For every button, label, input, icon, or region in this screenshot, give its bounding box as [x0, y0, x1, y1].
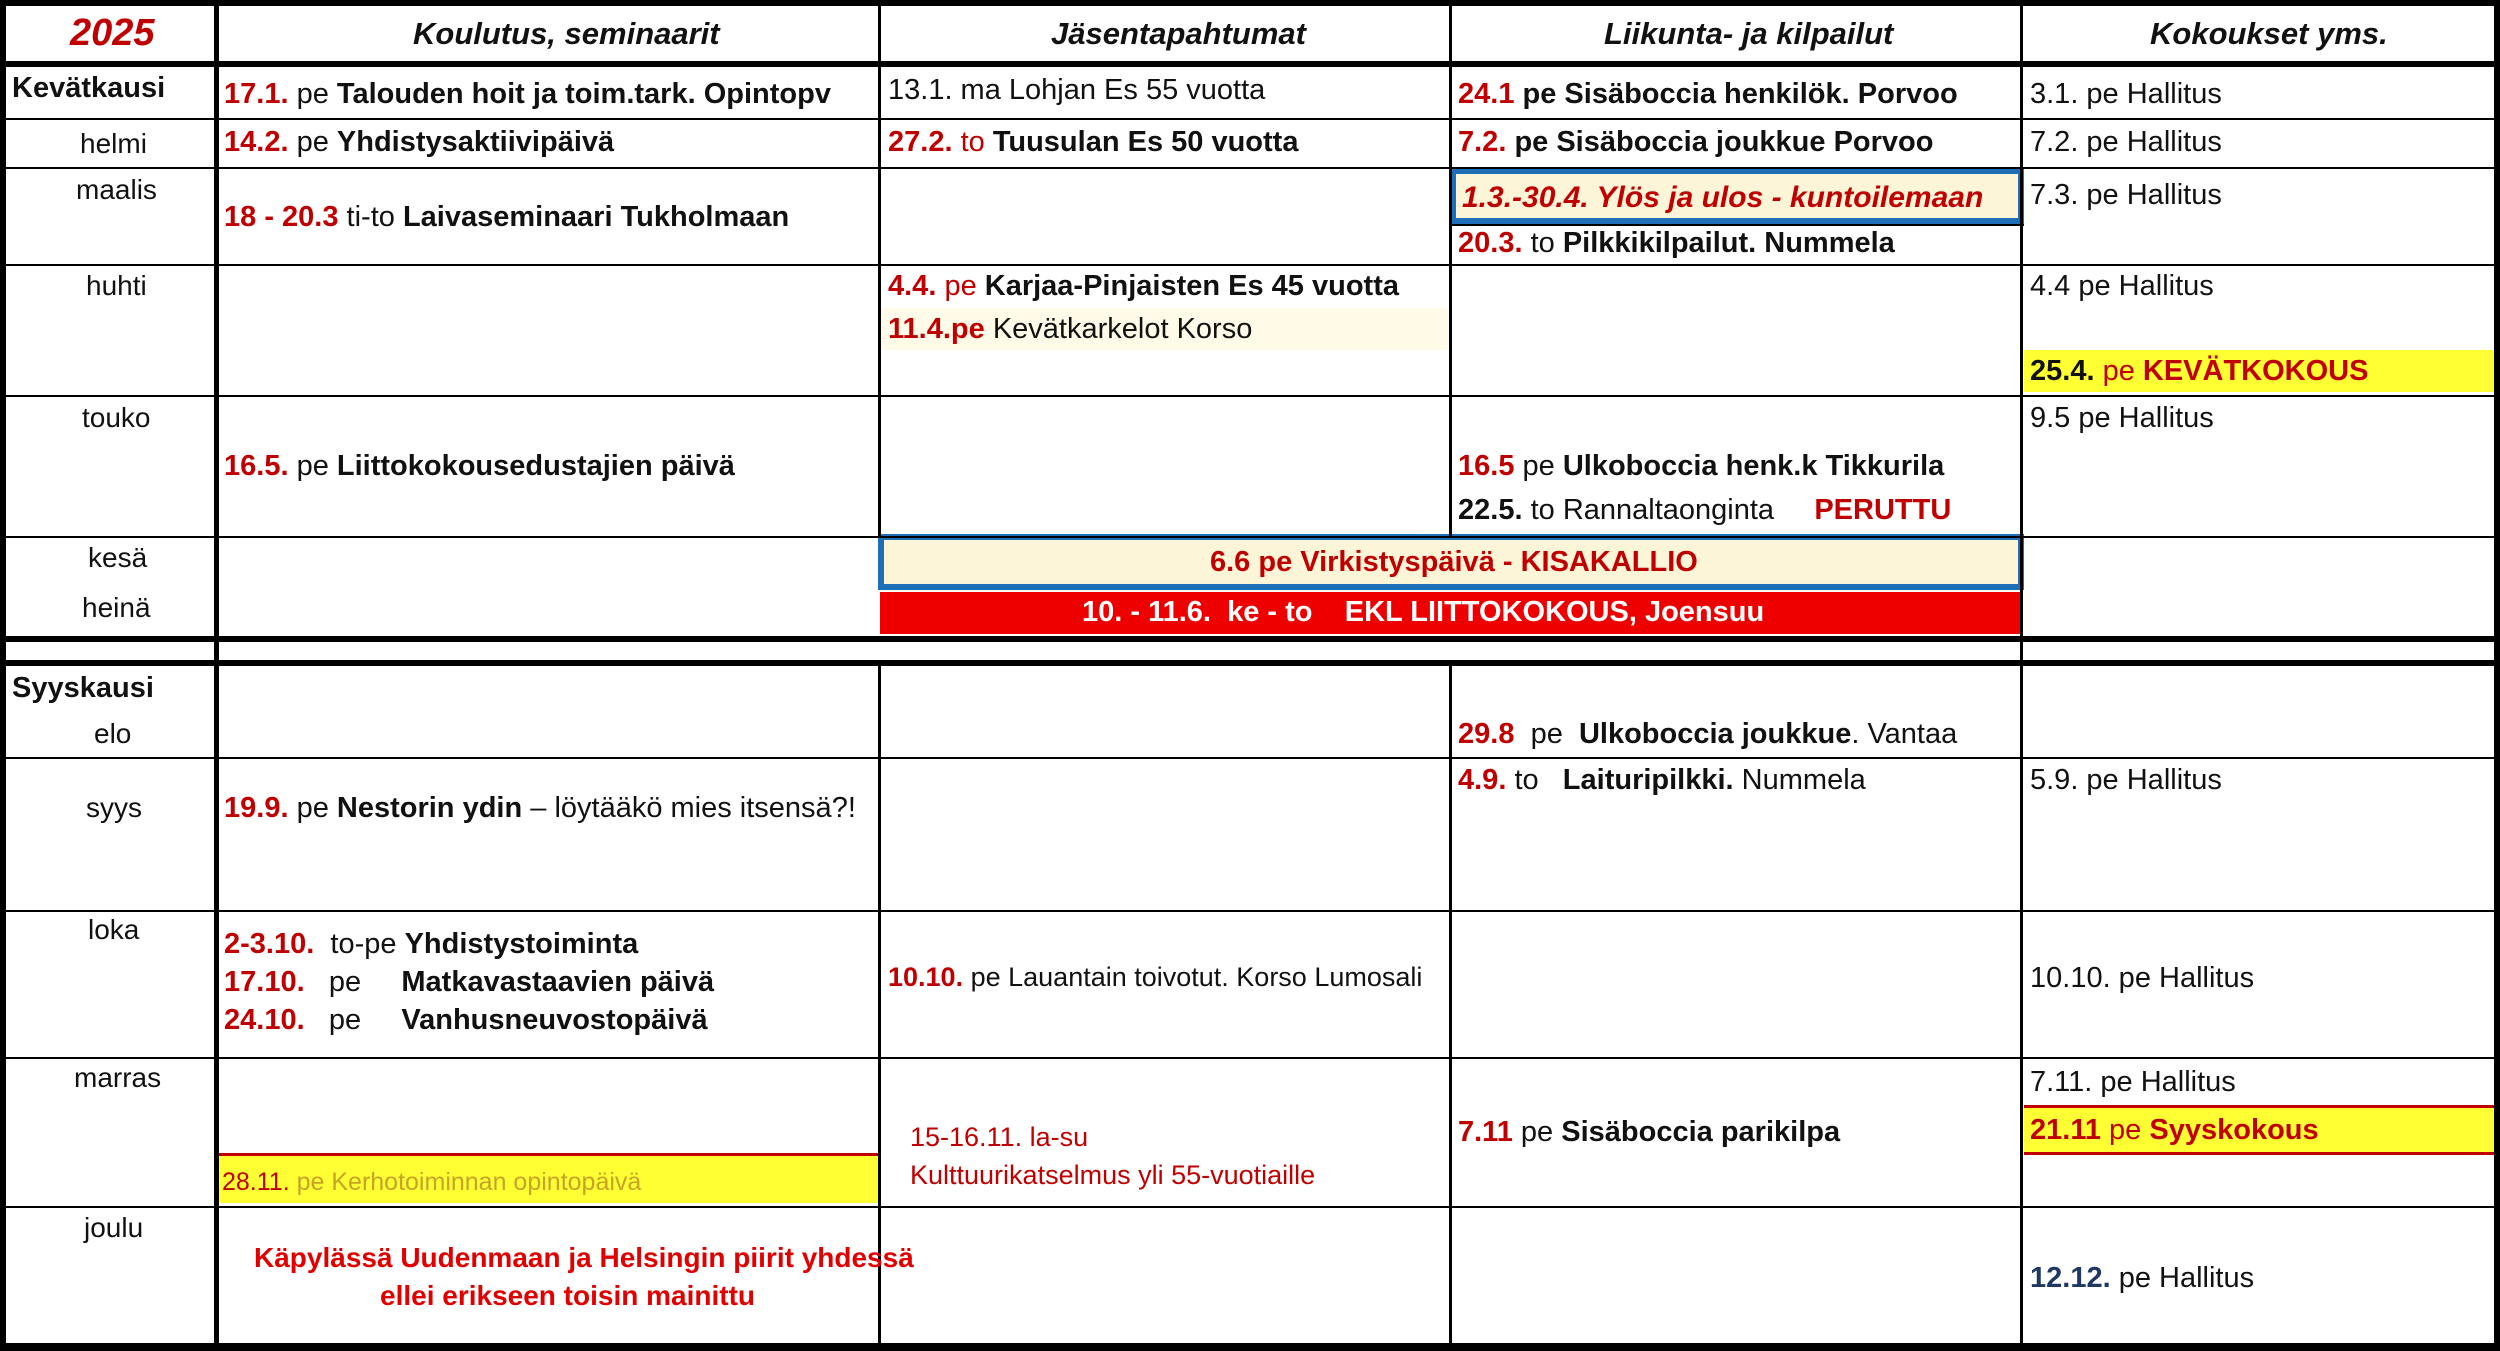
- event-liikunta-4: 20.3. to Pilkkikilpailut. Nummela: [1458, 227, 1895, 259]
- month-touko: touko: [82, 402, 151, 433]
- divider-col2b: [1449, 660, 1452, 1351]
- event-kokous-6: 9.5 pe Hallitus: [2030, 402, 2214, 434]
- line-r3: [0, 264, 2500, 266]
- event-a-jasen-2a: 15-16.11. la-su: [910, 1122, 1089, 1152]
- event-a-jasen-2b: Kulttuurikatselmus yli 55-vuotiaille: [910, 1160, 1316, 1190]
- event-koulutus-3: 18 - 20.3 ti-to Laivaseminaari Tukholmaan: [224, 201, 790, 233]
- month-heina: heinä: [82, 592, 151, 623]
- liittokokous-event: 10. - 11.6. ke - to EKL LIITTOKOKOUS, Joensuu: [1082, 596, 1765, 628]
- event-a-koulutus-1: 19.9. pe Nestorin ydin – löytääkö mies itsensä?!: [224, 792, 856, 824]
- line-a2: [0, 910, 2500, 912]
- event-a-kokous-4: 21.11 pe Syyskokous: [2030, 1114, 2319, 1146]
- event-a-kokous-3: 7.11. pe Hallitus: [2030, 1066, 2236, 1098]
- event-jasen-3: 4.4. pe Karjaa-Pinjaisten Es 45 vuotta: [888, 270, 1399, 302]
- virkistys-event: 6.6 pe Virkistyspäivä - KISAKALLIO: [1210, 546, 1698, 578]
- line-header: [0, 61, 2500, 67]
- event-kokous-1: 3.1. pe Hallitus: [2030, 78, 2222, 110]
- line-a1: [0, 757, 2500, 759]
- event-koulutus-4: 16.5. pe Liittokokousedustajien päivä: [224, 450, 735, 482]
- event-a-koulutus-4: 24.10. pe Vanhusneuvostopäivä: [224, 1004, 708, 1036]
- header-liikunta: Liikunta- ja kilpailut: [1604, 16, 1894, 51]
- month-elo: elo: [94, 718, 132, 749]
- line-a3: [0, 1057, 2500, 1059]
- event-a-liikunta-2: 4.9. to Laituripilkki. Nummela: [1458, 764, 1866, 796]
- event-a-koulutus-2: 2-3.10. to-pe Yhdistystoiminta: [224, 928, 639, 960]
- event-kokous-3: 7.3. pe Hallitus: [2030, 179, 2222, 211]
- header-jasen: Jäsentapahtumat: [1051, 16, 1306, 51]
- event-a-koulutus-3: 17.10. pe Matkavastaavien päivä: [224, 966, 715, 998]
- event-a-liikunta-3: 7.11 pe Sisäboccia parikilpa: [1458, 1116, 1841, 1148]
- divider-month: [214, 0, 219, 1351]
- month-marras: marras: [74, 1062, 162, 1093]
- event-liikunta-3: 1.3.-30.4. Ylös ja ulos - kuntoilemaan: [1462, 181, 1984, 214]
- border-left: [0, 0, 6, 1351]
- line-autumn-start: [0, 660, 2500, 666]
- line-r2: [0, 167, 2500, 169]
- note-line-2: ellei erikseen toisin mainittu: [380, 1280, 756, 1311]
- divider-col2: [1449, 0, 1452, 536]
- event-jasen-4: 11.4.pe Kevätkarkelot Korso: [888, 313, 1253, 345]
- event-liikunta-5: 16.5 pe Ulkoboccia henk.k Tikkurila: [1458, 450, 1945, 482]
- header-kokoukset: Kokoukset yms.: [2150, 16, 2388, 51]
- event-kokous-5: 25.4. pe KEVÄTKOKOUS: [2030, 355, 2369, 387]
- month-loka: loka: [88, 914, 140, 945]
- season-autumn: Syyskausi: [12, 672, 154, 704]
- event-liikunta-1: 24.1 pe Sisäboccia henkilök. Porvoo: [1458, 78, 1958, 110]
- border-right: [2494, 0, 2500, 1351]
- event-a-jasen-1: 10.10. pe Lauantain toivotut. Korso Lumosali: [888, 962, 1423, 992]
- line-r5: [0, 536, 2500, 538]
- month-kesa: kesä: [88, 542, 148, 573]
- event-jasen-2: 27.2. to Tuusulan Es 50 vuotta: [888, 126, 1299, 158]
- month-helmi: helmi: [80, 128, 147, 159]
- line-a4: [0, 1206, 2500, 1208]
- event-a-liikunta-1: 29.8 pe Ulkoboccia joukkue. Vantaa: [1458, 718, 1958, 750]
- line-r1: [0, 118, 2500, 120]
- month-huhti: huhti: [86, 270, 147, 301]
- event-kokous-4: 4.4 pe Hallitus: [2030, 270, 2214, 302]
- event-liikunta-6: 22.5. to Rannaltaonginta PERUTTU: [1458, 494, 1952, 526]
- header-koulutus: Koulutus, seminaarit: [413, 16, 720, 51]
- note-line-1: Käpylässä Uudenmaan ja Helsingin piirit yhdessä: [254, 1242, 914, 1273]
- border-bottom: [0, 1343, 2500, 1351]
- border-top: [0, 0, 2500, 6]
- line-r3a: [1452, 224, 2024, 226]
- line-spring-end: [0, 636, 2500, 642]
- event-a-koulutus-5: 28.11. pe Kerhotoiminnan opintopäivä: [222, 1168, 642, 1196]
- event-a-kokous-5: 12.12. pe Hallitus: [2030, 1262, 2255, 1294]
- month-joulu: joulu: [84, 1212, 144, 1243]
- season-spring: Kevätkausi: [12, 72, 166, 104]
- divider-col1: [878, 0, 881, 536]
- event-koulutus-1: 17.1. pe Talouden hoit ja toim.tark. Opintopv: [224, 78, 831, 110]
- event-jasen-1: 13.1. ma Lohjan Es 55 vuotta: [888, 74, 1266, 106]
- event-liikunta-2: 7.2. pe Sisäboccia joukkue Porvoo: [1458, 126, 1934, 158]
- event-kokous-2: 7.2. pe Hallitus: [2030, 126, 2222, 158]
- line-r4: [0, 395, 2500, 397]
- year-label: 2025: [70, 12, 155, 54]
- divider-col3: [2020, 0, 2023, 1351]
- month-maalis: maalis: [76, 174, 157, 205]
- event-a-kokous-2: 10.10. pe Hallitus: [2030, 962, 2255, 994]
- event-a-kokous-1: 5.9. pe Hallitus: [2030, 764, 2222, 796]
- month-syys: syys: [86, 792, 142, 823]
- event-koulutus-2: 14.2. pe Yhdistysaktiivipäivä: [224, 126, 615, 158]
